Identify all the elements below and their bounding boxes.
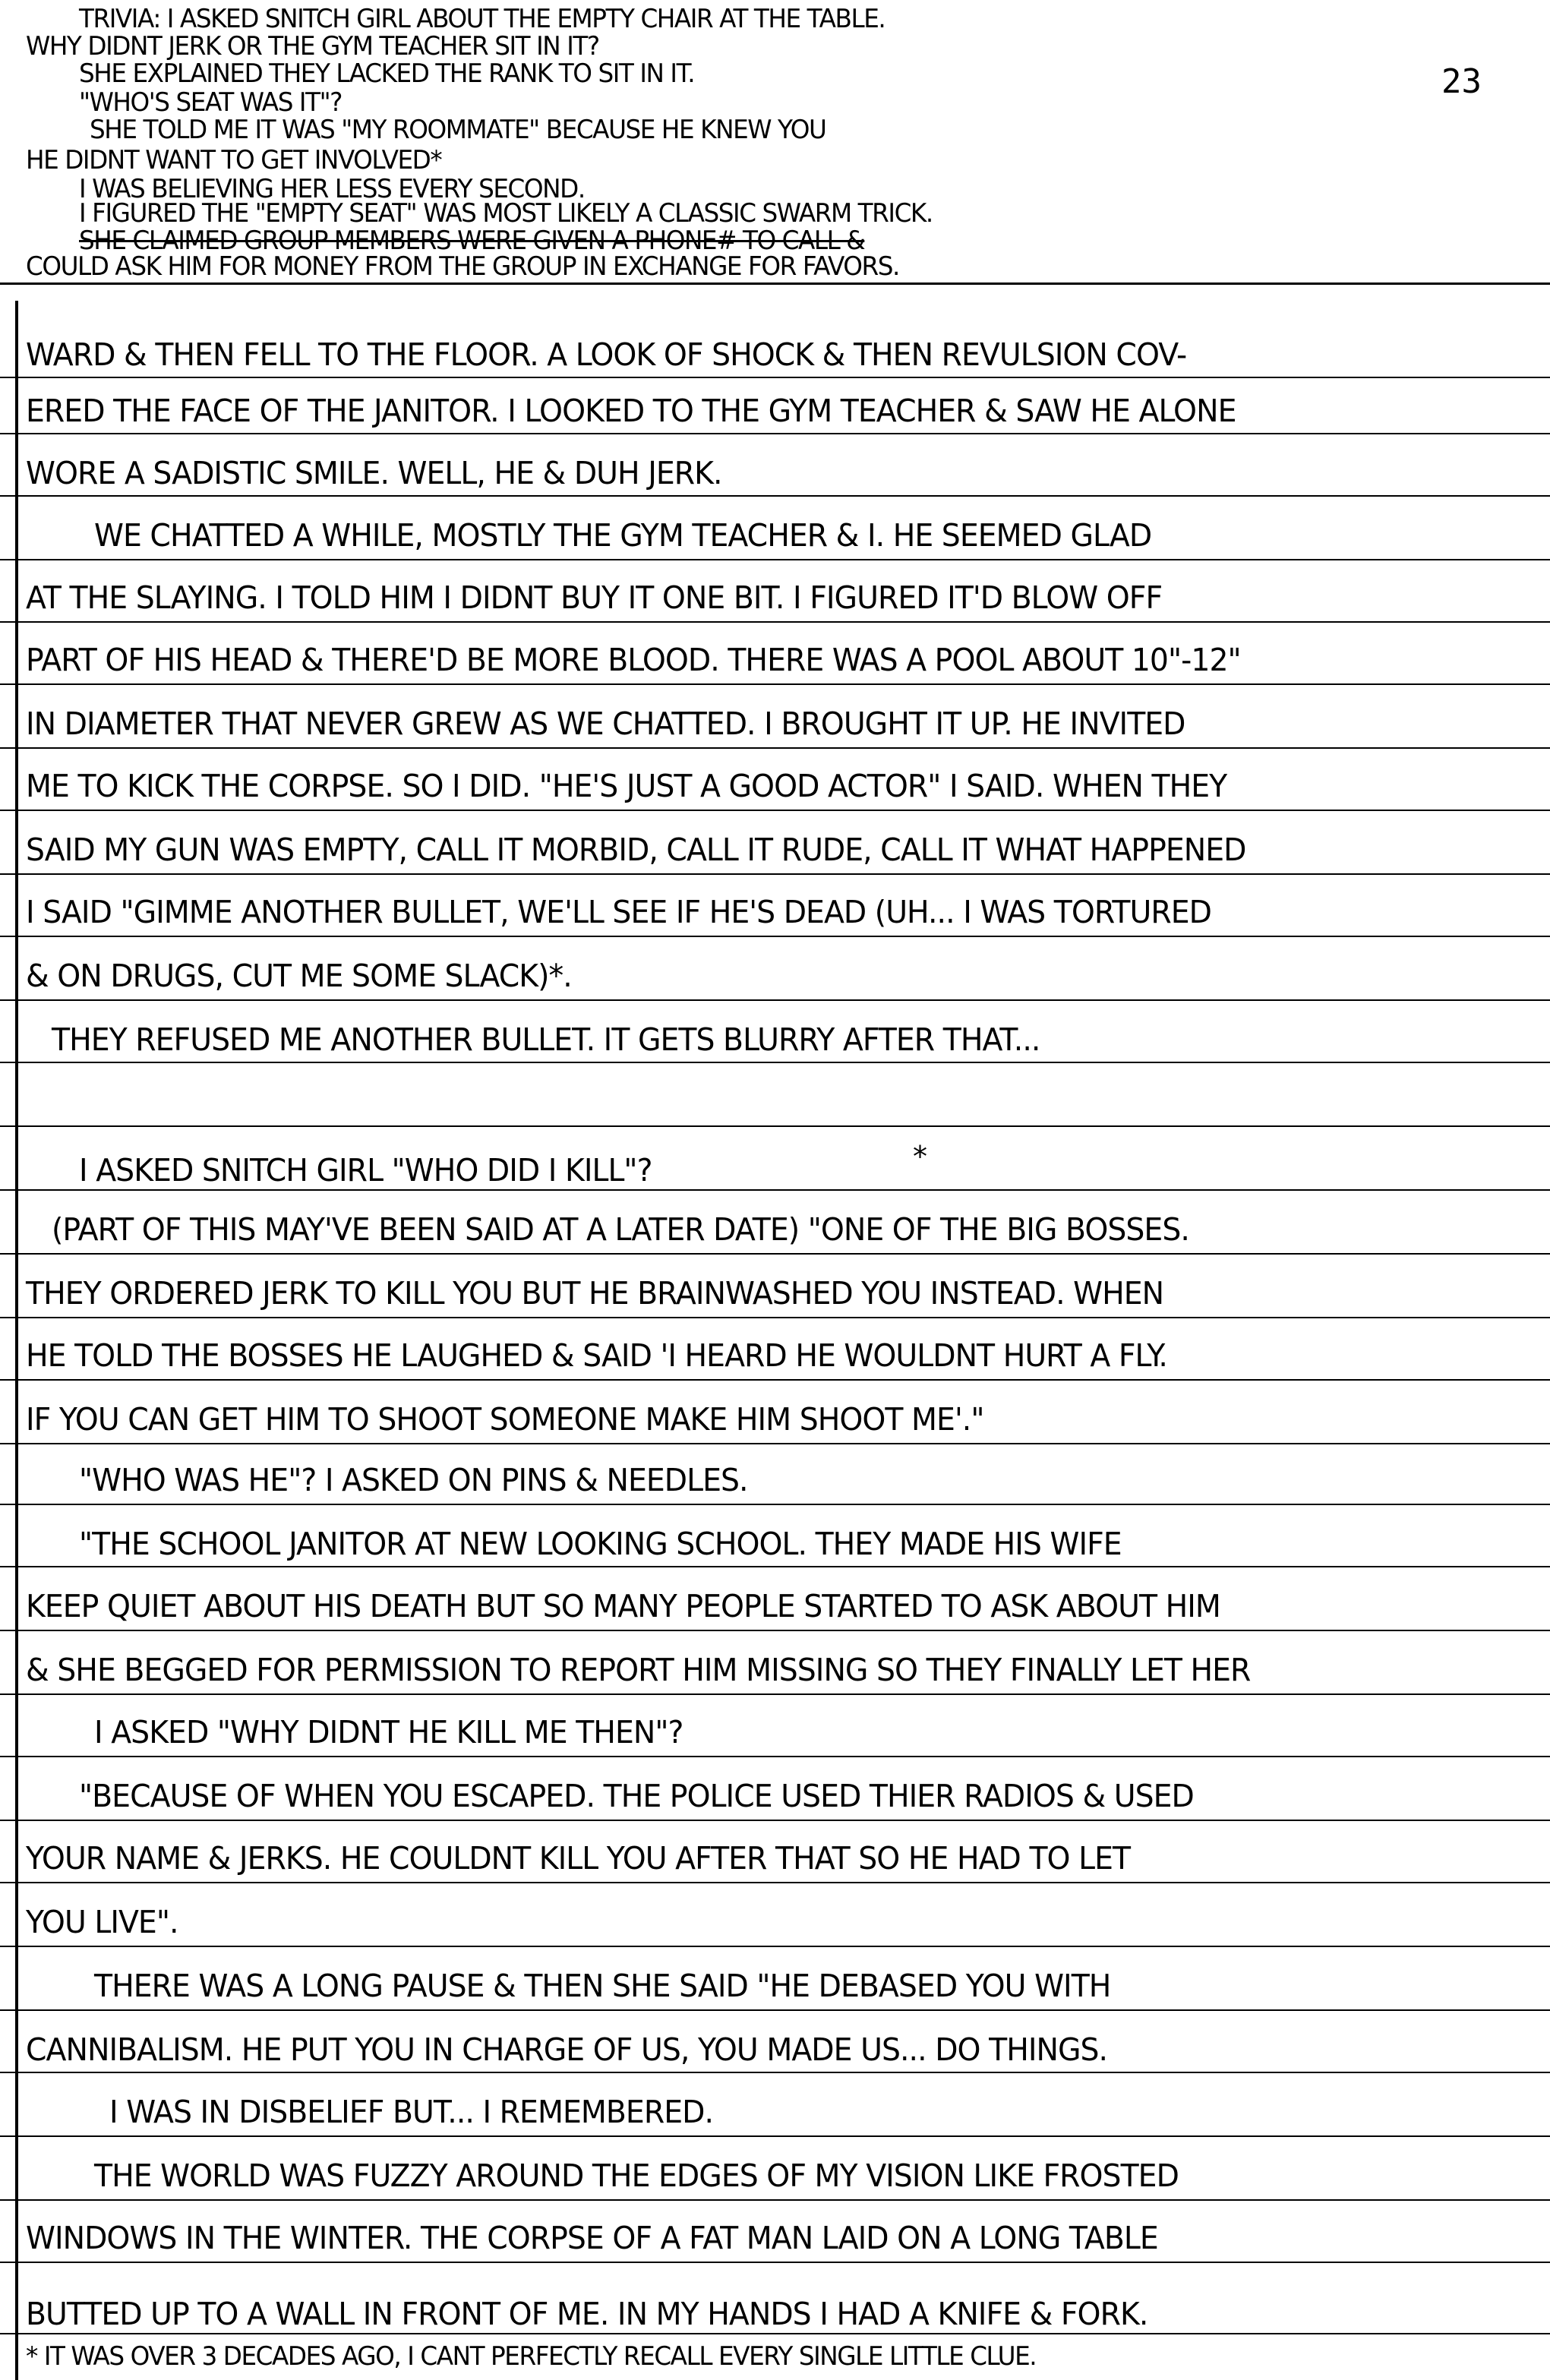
body-line: WE CHATTED A WHILE, MOSTLY THE GYM TEACHER & I. HE SEEMED GLAD [94, 517, 1152, 554]
body-line: AT THE SLAYING. I TOLD HIM I DIDNT BUY IT ONE BIT. I FIGURED IT'D BLOW OFF [26, 579, 1163, 616]
body-line: I SAID "GIMME ANOTHER BULLET, WE'LL SEE IF HE'S DEAD (UH... I WAS TORTURED [26, 894, 1211, 930]
ruled-line [0, 1756, 1550, 1757]
body-line: WARD & THEN FELL TO THE FLOOR. A LOOK OF SHOCK & THEN REVULSION COV- [26, 336, 1187, 373]
header-note: I FIGURED THE "EMPTY SEAT" WAS MOST LIKELY A CLASSIC SWARM TRICK. [79, 198, 933, 229]
ruled-line [0, 1443, 1550, 1444]
body-line: THE WORLD WAS FUZZY AROUND THE EDGES OF MY VISION LIKE FROSTED [94, 2157, 1179, 2194]
body-line: & SHE BEGGED FOR PERMISSION TO REPORT HIM MISSING SO THEY FINALLY LET HER [26, 1652, 1251, 1688]
body-line: "BECAUSE OF WHEN YOU ESCAPED. THE POLICE USED THIER RADIOS & USED [79, 1778, 1194, 1814]
ruled-line [0, 1504, 1550, 1505]
ruled-line [0, 1253, 1550, 1255]
ruled-line [0, 683, 1550, 685]
body-line: WINDOWS IN THE WINTER. THE CORPSE OF A FAT MAN LAID ON A LONG TABLE [26, 2220, 1158, 2256]
ruled-line [0, 936, 1550, 937]
footnote: * IT WAS OVER 3 DECADES AGO, I CANT PERFECTLY RECALL EVERY SINGLE LITTLE CLUE. [26, 2341, 1037, 2372]
ruled-line [0, 1125, 1550, 1127]
ruled-line [0, 283, 1550, 285]
body-line: (PART OF THIS MAY'VE BEEN SAID AT A LATER DATE) "ONE OF THE BIG BOSSES. [52, 1211, 1189, 1248]
ruled-line [0, 747, 1550, 749]
body-line: THERE WAS A LONG PAUSE & THEN SHE SAID "HE DEBASED YOU WITH [94, 1968, 1111, 2004]
ruled-line [0, 1317, 1550, 1318]
body-line: BUTTED UP TO A WALL IN FRONT OF ME. IN MY HANDS I HAD A KNIFE & FORK. [26, 2296, 1148, 2332]
ruled-line [0, 1566, 1550, 1567]
ruled-line [0, 1820, 1550, 1821]
ruled-line [0, 433, 1550, 434]
header-note: "WHO'S SEAT WAS IT"? [79, 87, 343, 118]
ruled-line [0, 2072, 1550, 2073]
body-line: "THE SCHOOL JANITOR AT NEW LOOKING SCHOOL. THEY MADE HIS WIFE [79, 1526, 1122, 1562]
header-note: SHE CLAIMED GROUP MEMBERS WERE GIVEN A PHONE# TO CALL & [79, 226, 865, 256]
ruled-line [0, 999, 1550, 1001]
ruled-line [0, 873, 1550, 875]
ruled-line [0, 1693, 1550, 1695]
ruled-line [0, 1062, 1550, 1063]
ruled-line [0, 2333, 1550, 2334]
body-line: I WAS IN DISBELIEF BUT... I REMEMBERED. [109, 2094, 714, 2130]
body-line: THEY REFUSED ME ANOTHER BULLET. IT GETS BLURRY AFTER THAT... [52, 1021, 1040, 1058]
ruled-line [0, 2262, 1550, 2263]
ruled-line [0, 1882, 1550, 1883]
header-note: SHE EXPLAINED THEY LACKED THE RANK TO SIT IN IT. [79, 58, 695, 89]
ruled-line [0, 377, 1550, 378]
body-line: ME TO KICK THE CORPSE. SO I DID. "HE'S JUST A GOOD ACTOR" I SAID. WHEN THEY [26, 768, 1227, 804]
ruled-line [0, 495, 1550, 497]
header-note: HE DIDNT WANT TO GET INVOLVED* [26, 145, 442, 175]
body-line: IN DIAMETER THAT NEVER GREW AS WE CHATTED. I BROUGHT IT UP. HE INVITED [26, 705, 1185, 742]
ruled-line [0, 2199, 1550, 2201]
header-note: WHY DIDNT JERK OR THE GYM TEACHER SIT IN IT? [26, 31, 599, 62]
ruled-line [0, 1630, 1550, 1631]
ruled-line [0, 2009, 1550, 2011]
body-line: "WHO WAS HE"? I ASKED ON PINS & NEEDLES. [79, 1462, 748, 1498]
body-line: PART OF HIS HEAD & THERE'D BE MORE BLOOD. THERE WAS A POOL ABOUT 10"-12" [26, 642, 1241, 678]
body-line: SAID MY GUN WAS EMPTY, CALL IT MORBID, CALL IT RUDE, CALL IT WHAT HAPPENED [26, 832, 1246, 868]
body-line: THEY ORDERED JERK TO KILL YOU BUT HE BRAINWASHED YOU INSTEAD. WHEN [26, 1275, 1164, 1312]
header-note: COULD ASK HIM FOR MONEY FROM THE GROUP IN EXCHANGE FOR FAVORS. [26, 251, 899, 282]
header-note: SHE TOLD ME IT WAS "MY ROOMMATE" BECAUSE HE KNEW YOU [90, 115, 826, 145]
body-line: I ASKED "WHY DIDNT HE KILL ME THEN"? [94, 1714, 683, 1750]
body-line: YOU LIVE". [26, 1904, 178, 1940]
ruled-line [0, 2135, 1550, 2137]
ruled-line [0, 559, 1550, 560]
body-line: WORE A SADISTIC SMILE. WELL, HE & DUH JERK. [26, 455, 722, 491]
body-line: & ON DRUGS, CUT ME SOME SLACK)*. [26, 958, 572, 994]
page-number: 23 [1441, 62, 1482, 101]
ruled-line [0, 1379, 1550, 1381]
body-line: ERED THE FACE OF THE JANITOR. I LOOKED TO THE GYM TEACHER & SAW HE ALONE [26, 393, 1236, 429]
ruled-line [0, 621, 1550, 623]
body-line: CANNIBALISM. HE PUT YOU IN CHARGE OF US, YOU MADE US... DO THINGS. [26, 2031, 1108, 2068]
ruled-line [0, 810, 1550, 811]
body-line: YOUR NAME & JERKS. HE COULDNT KILL YOU AFTER THAT SO HE HAD TO LET [26, 1840, 1131, 1877]
body-line: IF YOU CAN GET HIM TO SHOOT SOMEONE MAKE HIM SHOOT ME'." [26, 1401, 984, 1438]
left-margin-line [15, 301, 18, 2380]
asterisk-marker: * [913, 1140, 927, 1173]
ruled-line [0, 1946, 1550, 1947]
body-line: I ASKED SNITCH GIRL "WHO DID I KILL"? [79, 1152, 652, 1188]
body-line: KEEP QUIET ABOUT HIS DEATH BUT SO MANY PEOPLE STARTED TO ASK ABOUT HIM [26, 1588, 1220, 1624]
header-note: I WAS BELIEVING HER LESS EVERY SECOND. [79, 174, 585, 204]
header-note: TRIVIA: I ASKED SNITCH GIRL ABOUT THE EMPTY CHAIR AT THE TABLE. [79, 4, 885, 34]
body-line: HE TOLD THE BOSSES HE LAUGHED & SAID 'I HEARD HE WOULDNT HURT A FLY. [26, 1337, 1167, 1374]
ruled-line [0, 1189, 1550, 1191]
